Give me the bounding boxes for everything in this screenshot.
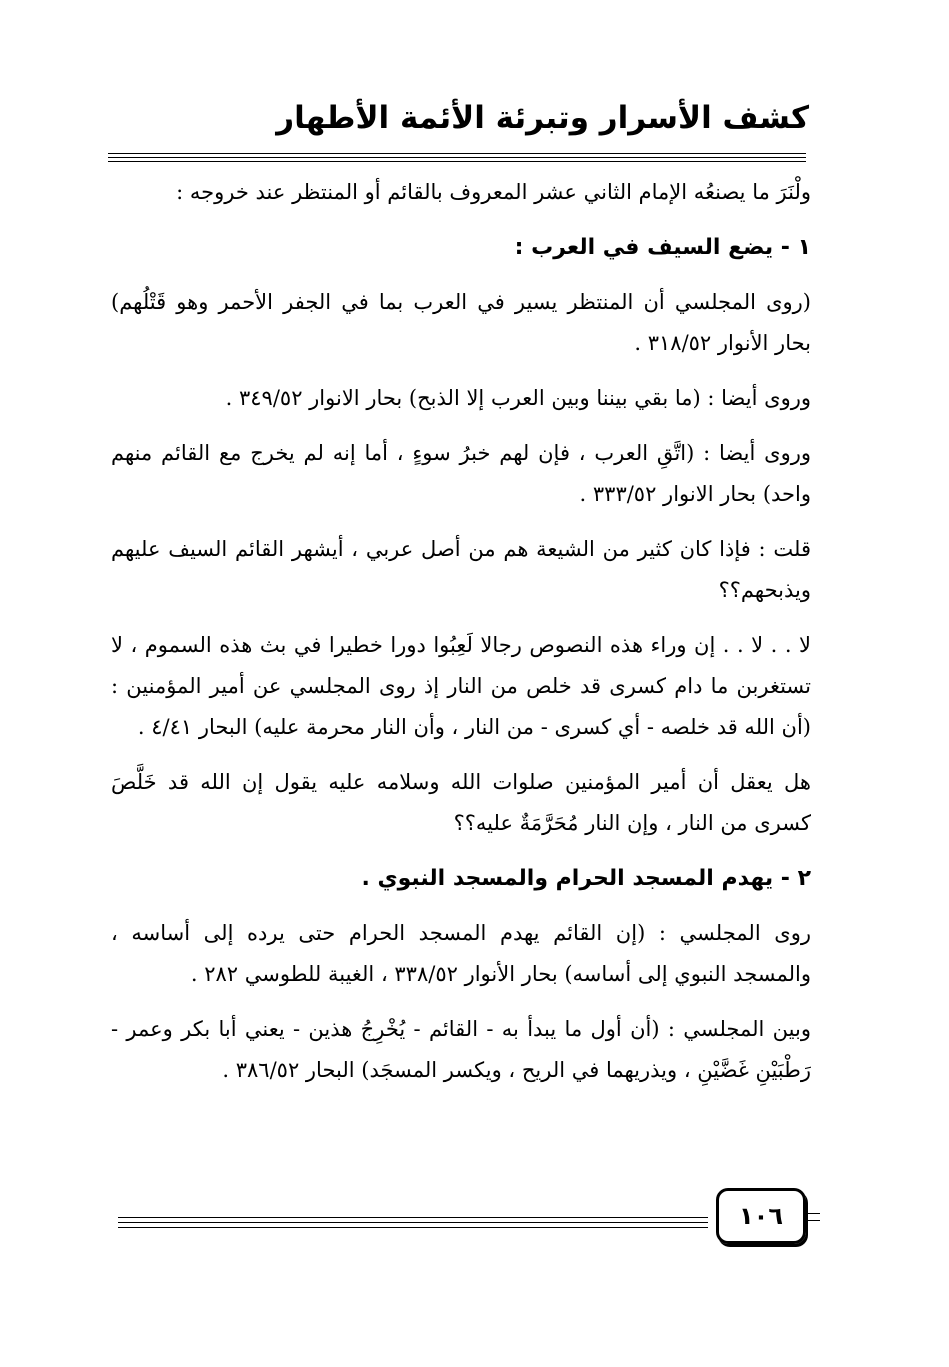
page-body: [111, 172, 811, 1105]
section-heading-2: ٢ - يهدم المسجد الحرام والمسجد النبوي .: [361, 866, 811, 891]
page-box-tick: [806, 1220, 820, 1221]
footer-rule: [118, 1222, 708, 1223]
paragraph: لا . . لا . . إن وراء هذه النصوص رجالا لَعِبُوا دورا خطيرا في بث هذه السموم ، لا تستغربن ما دام كسرى قد خلص من النار إذ روى المجلسي عن أمير المؤمنين : (أن الله قد خلصه - أي كسرى - من النار ، وأن النار محرمة عليه) البحار ٤/٤١ .: [111, 633, 811, 739]
header-rule-middle: [108, 157, 806, 158]
page-number: ١٠٦: [739, 1202, 783, 1230]
paragraph: قلت : فإذا كان كثير من الشيعة هم من أصل عربي ، أيشهر القائم السيف عليهم ويذبحهم؟؟: [111, 537, 811, 602]
paragraph: وروى أيضا : (ما بقي بيننا وبين العرب إلا الذبح) بحار الانوار ٣٤٩/٥٢ .: [225, 386, 811, 410]
section-heading-1: ١ - يضع السيف في العرب :: [514, 235, 811, 260]
paragraph: هل يعقل أن أمير المؤمنين صلوات الله وسلامه عليه يقول إن الله قد خَلَّصَ كسرى من النار ، وإن النار مُحَرَّمَةٌ عليه؟؟: [111, 770, 811, 835]
page-box-tick: [806, 1213, 820, 1214]
paragraph-intro: ولْنَرَ ما يصنعُه الإمام الثاني عشر المعروف بالقائم أو المنتظر عند خروجه :: [176, 180, 811, 204]
footer-rule: [118, 1227, 708, 1228]
page-number-box: [716, 1188, 806, 1244]
header-rule-top: [108, 153, 806, 154]
paragraph: (روى المجلسي أن المنتظر يسير في العرب بما في الجفر الأحمر وهو قَتْلُهم) بحار الأنوار ٣١٨/٥٢ .: [111, 290, 811, 355]
paragraph: وبين المجلسي : (أن أول ما يبدأ به - القائم - يُخْرِجُ هذين - يعني أبا بكر وعمر - رَطْبَيْنِ غَضَّيْنِ ، ويذريهما في الريح ، ويكسر المسجَد) البحار ٣٨٦/٥٢ .: [111, 1017, 811, 1082]
paragraph: وروى أيضا : (اتَّقِ العرب ، فإن لهم خبرُ سوءٍ ، أما إنه لم يخرج مع القائم منهم واحد) بحار الانوار ٣٣٣/٥٢ .: [111, 441, 811, 506]
footer-rules: [118, 1209, 708, 1229]
header-rule-bottom: [108, 161, 806, 162]
paragraph: روى المجلسي : (إن القائم يهدم المسجد الحرام حتى يرده إلى أساسه ، والمسجد النبوي إلى أساسه) بحار الأنوار ٣٣٨/٥٢ ، الغيبة للطوسي ٢٨٢ .: [111, 921, 811, 986]
footer-rule: [118, 1217, 708, 1218]
running-header-title: كشف الأسرار وتبرئة الأئمة الأطهار: [276, 100, 809, 136]
